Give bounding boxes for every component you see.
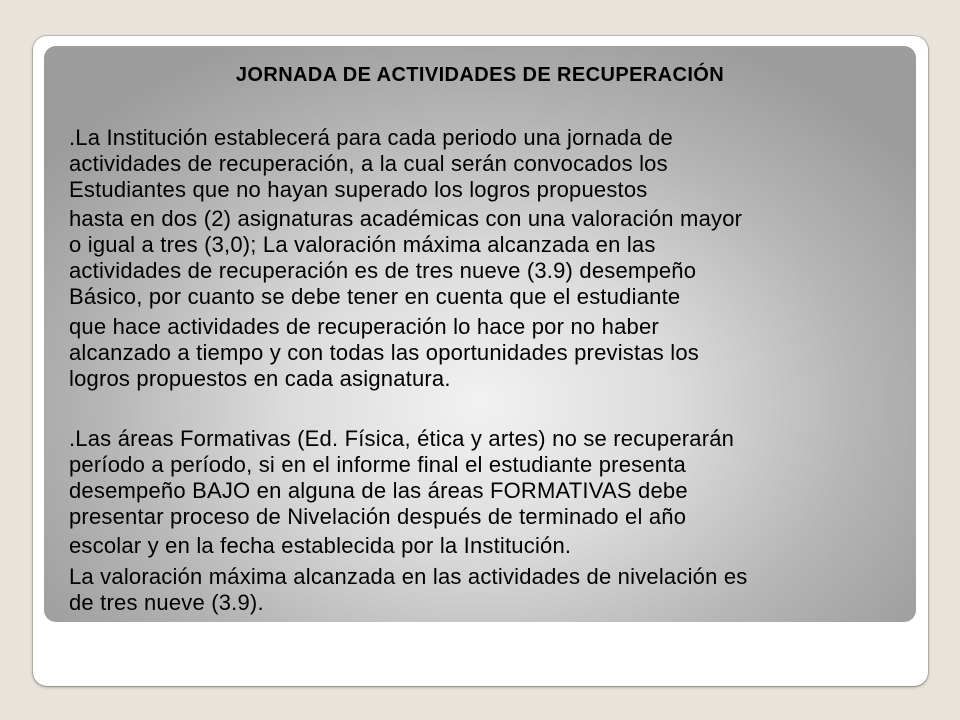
paragraph-4: .Las áreas Formativas (Ed. Física, ética y artes) no se recuperarán período a período, si en el informe final el estudiante presenta desempeño BAJO en alguna de las áreas FORMATIVAS debe presentar proceso de Nivelación después de terminado el año [69, 426, 735, 529]
paragraph-5: escolar y en la fecha establecida por la Institución. [69, 533, 572, 558]
paragraph-6: La valoración máxima alcanzada en las actividades de nivelación es de tres nueve (3.9). [69, 564, 748, 615]
paragraph-2: hasta en dos (2) asignaturas académicas con una valoración mayor o igual a tres (3,0); La valoración máxima alcanzada en las actividades de recuperación es de tres nueve (3.9) desempeño Básico, por cuanto se debe tener en cuenta que el estudiante [69, 206, 743, 309]
paragraph-1: .La Institución establecerá para cada periodo una jornada de actividades de recuperación, a la cual serán convocados los Estudiantes que no hayan superado los logros propuestos [69, 125, 673, 202]
paragraph-3: que hace actividades de recuperación lo hace por no haber alcanzado a tiempo y con todas las oportunidades previstas los logros propuestos en cada asignatura. [69, 314, 699, 391]
slide-title: JORNADA DE ACTIVIDADES DE RECUPERACIÓN [235, 64, 725, 86]
